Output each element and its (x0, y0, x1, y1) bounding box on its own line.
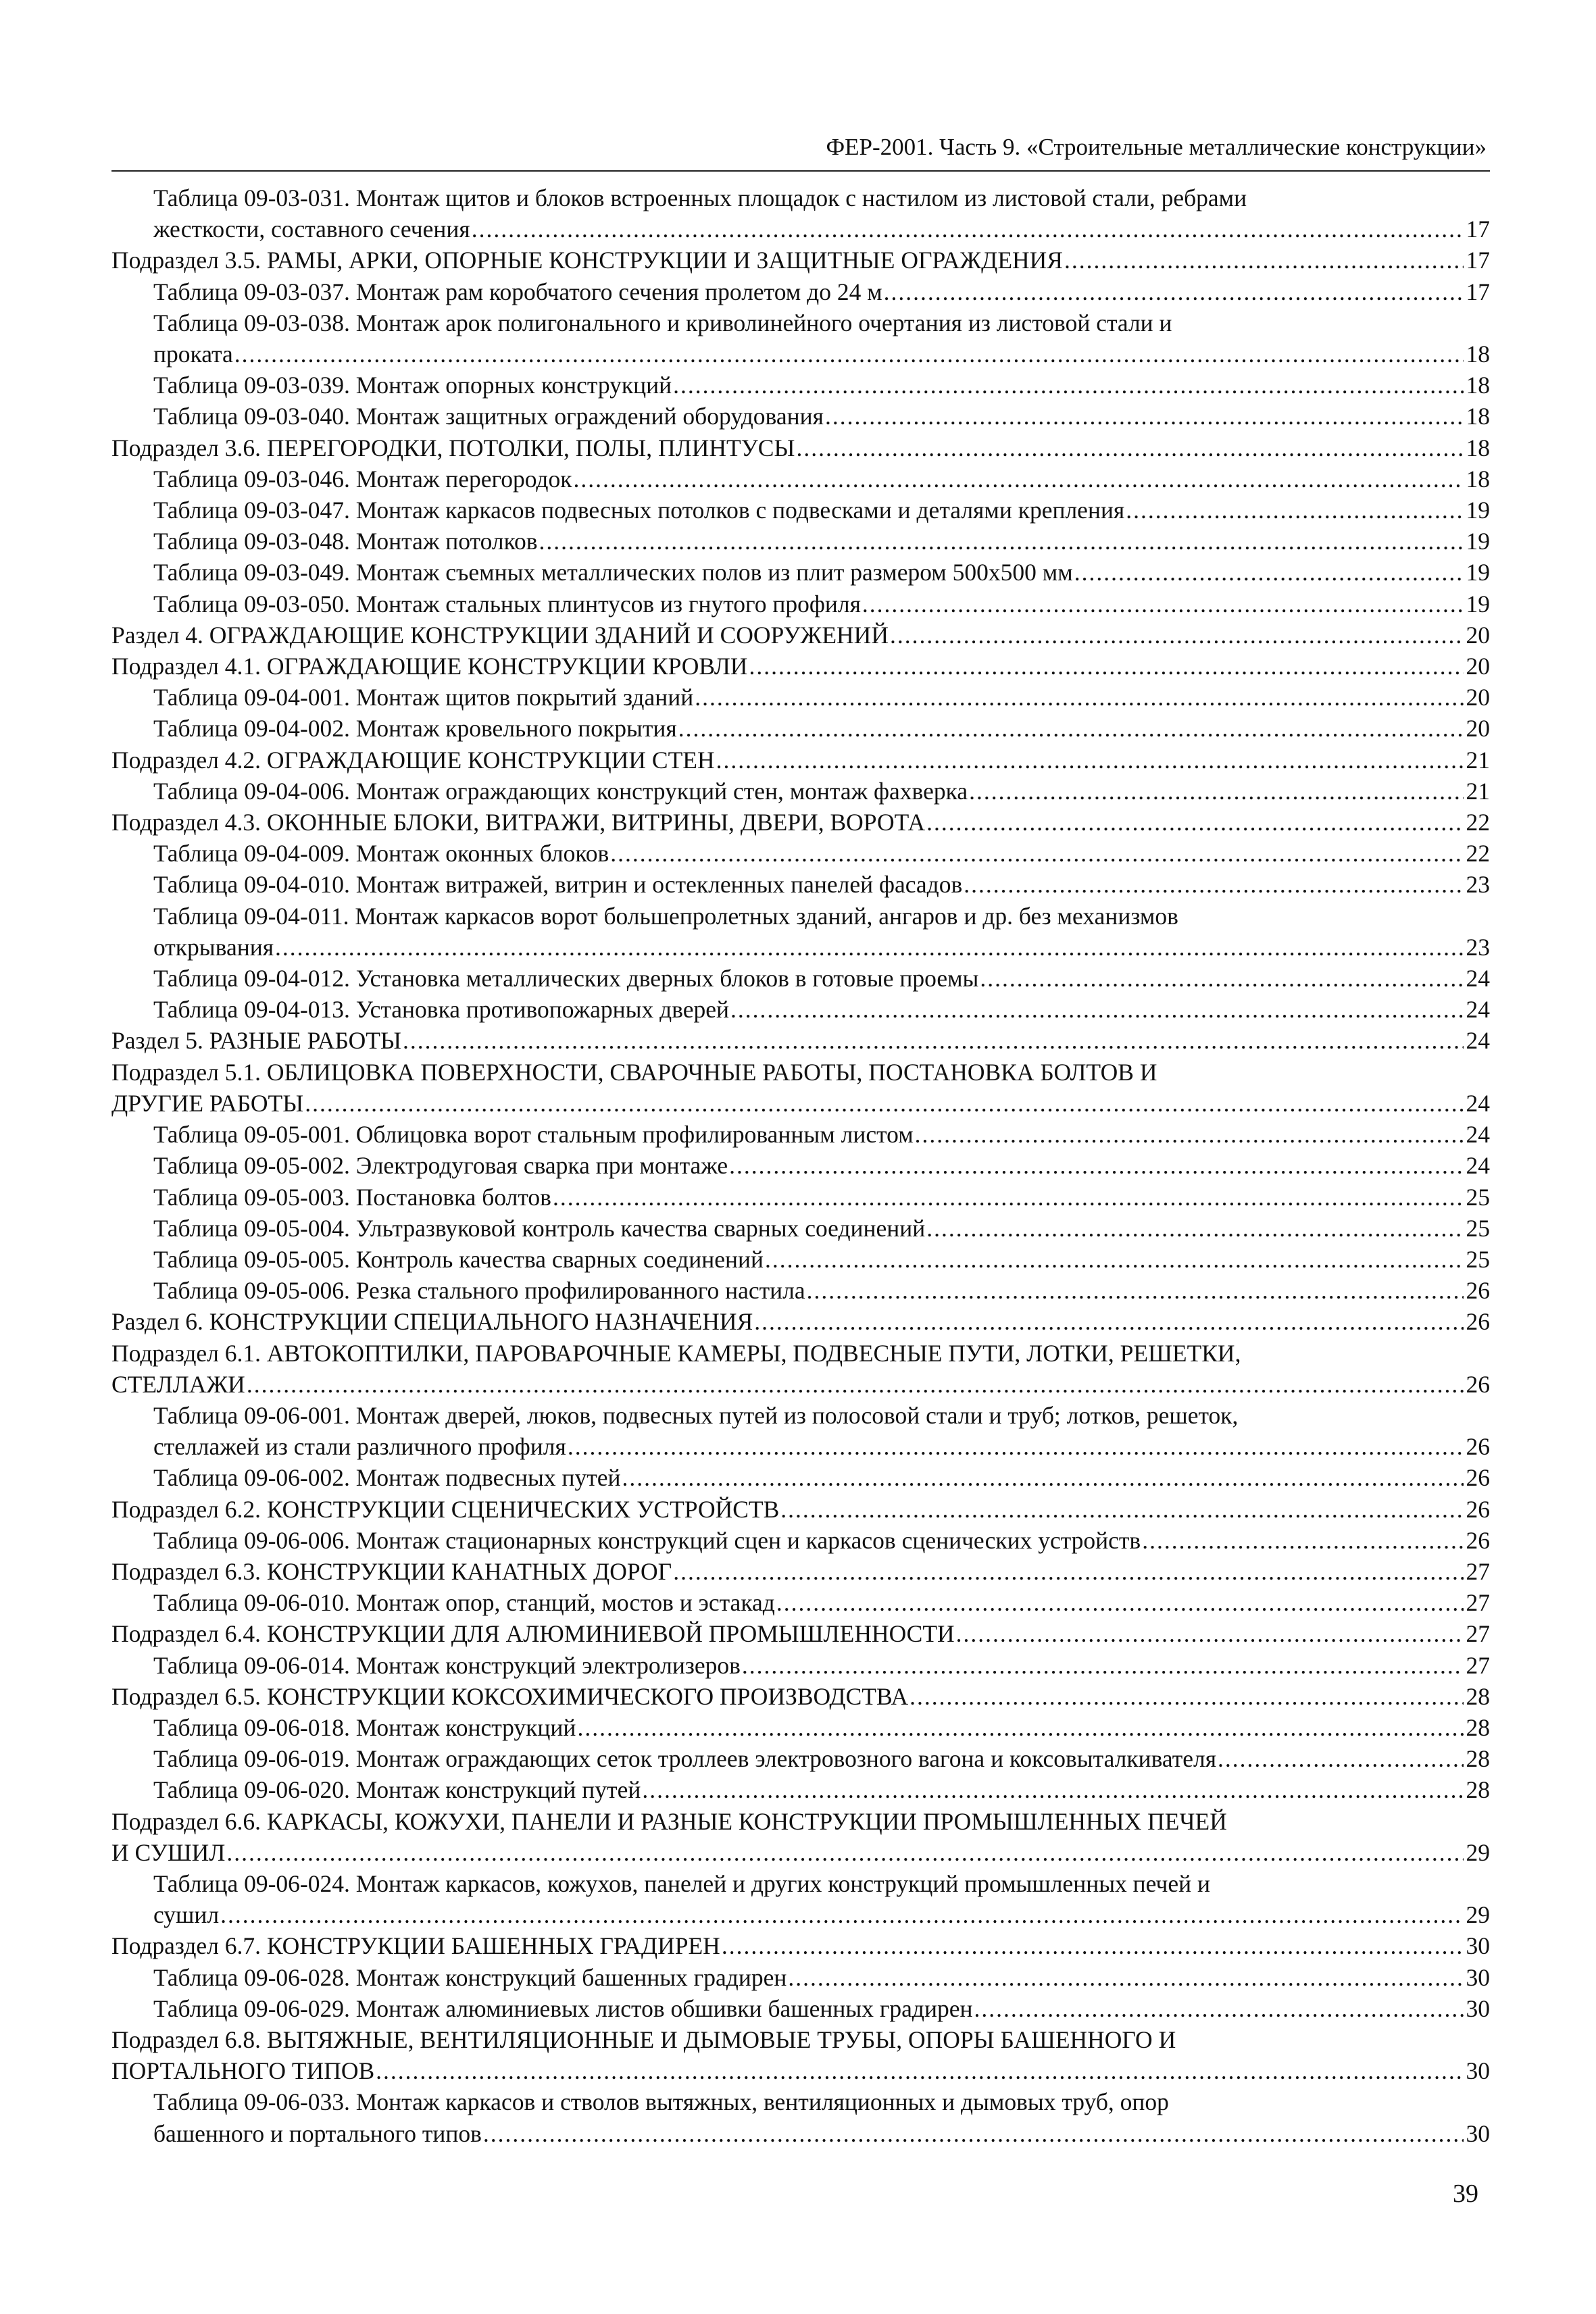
toc-section-entry[interactable] (111, 2024, 1490, 2086)
toc-entry-title: Таблица 09-04-009. Монтаж оконных блоков (153, 840, 609, 867)
toc-entry-title: проката (153, 341, 233, 368)
toc-entry-page: 18 (1466, 434, 1490, 461)
toc-entry-title: И СУШИЛ (111, 1838, 226, 1866)
toc-entry-page: 27 (1466, 1620, 1490, 1648)
dot-leader (573, 463, 1463, 495)
dot-leader (622, 1462, 1464, 1493)
toc-entry-line (153, 213, 1490, 245)
dot-leader (568, 1431, 1464, 1462)
toc-entry-page: 23 (1466, 933, 1490, 961)
dot-leader (742, 1650, 1464, 1681)
toc-table-entry[interactable] (111, 1150, 1490, 1181)
toc-entry-line (153, 1962, 1490, 1993)
toc-entry-title: Таблица 09-04-006. Монтаж ограждающих конструкций стен, монтаж фахверка (153, 777, 968, 805)
toc-entry-page: 30 (1466, 1932, 1490, 1960)
toc-entry-page: 27 (1466, 1557, 1490, 1585)
toc-entry-page: 19 (1466, 559, 1490, 586)
toc-entry-page: 29 (1466, 1901, 1490, 1929)
dot-leader (577, 1712, 1463, 1743)
toc-entry-title: Таблица 09-06-006. Монтаж стационарных конструкций сцен и каркасов сценических устройств (153, 1526, 1141, 1554)
toc-entry-line (153, 869, 1490, 900)
toc-entry-page: 30 (1466, 2119, 1490, 2147)
toc-entry-title: ПОРТАЛЬНОГО ТИПОВ (111, 2057, 375, 2085)
toc-entry-page: 18 (1466, 372, 1490, 399)
toc-entry-title: Подраздел 6.7. КОНСТРУКЦИИ БАШЕННЫХ ГРАДИРЕН (111, 1932, 720, 1960)
dot-leader (974, 1993, 1464, 2024)
toc-entry-line (153, 401, 1490, 432)
toc-section-entry[interactable] (111, 620, 1490, 651)
toc-entry-line (153, 276, 1490, 307)
toc-entry-line (111, 1369, 1490, 1400)
dot-leader (716, 745, 1464, 776)
toc-entry-title: Таблица 09-06-014. Монтаж конструкций электролизеров (153, 1651, 741, 1679)
toc-entry-title: Раздел 4. ОГРАЖДАЮЩИЕ КОНСТРУКЦИИ ЗДАНИЙ И СООРУЖЕНИЙ (111, 621, 889, 649)
toc-entry-title: ДРУГИЕ РАБОТЫ (111, 1089, 304, 1117)
toc-entry-line (153, 1462, 1490, 1493)
toc-entry-title: Таблица 09-05-004. Ультразвуковой контроль качества сварных соединений (153, 1214, 926, 1242)
dot-leader (884, 276, 1464, 307)
toc-entry-line (153, 1743, 1490, 1774)
toc-entry-page: 18 (1466, 465, 1490, 493)
dot-leader (956, 1618, 1464, 1649)
toc-entry-line (153, 932, 1490, 963)
toc-table-entry[interactable] (111, 588, 1490, 620)
toc-entry-line (153, 526, 1490, 557)
dot-leader (780, 1494, 1463, 1525)
toc-section-entry[interactable] (111, 1057, 1490, 1119)
dot-leader (964, 869, 1463, 900)
dot-leader (226, 1837, 1463, 1868)
toc-entry-line (111, 745, 1490, 776)
toc-entry-first-line: Таблица 09-03-031. Монтаж щитов и блоков встроенных площадок с настилом из листовой стали, ребрами (153, 184, 1247, 211)
toc-entry-page: 26 (1466, 1495, 1490, 1523)
toc-entry-title: Раздел 5. РАЗНЫЕ РАБОТЫ (111, 1027, 401, 1055)
toc-table-entry[interactable] (111, 1587, 1490, 1618)
dot-leader (980, 963, 1463, 994)
toc-entry-first-line: Таблица 09-06-024. Монтаж каркасов, кожухов, панелей и других конструкций промышленных печей и (153, 1869, 1211, 1897)
toc-entry-title: Таблица 09-06-019. Монтаж ограждающих сеток троллеев электровозного вагона и коксовыталкивателя (153, 1745, 1217, 1773)
toc-table-entry[interactable] (111, 776, 1490, 807)
toc-entry-page: 18 (1466, 403, 1490, 430)
toc-entry-title: Подраздел 6.2. КОНСТРУКЦИИ СЦЕНИЧЕСКИХ УСТРОЙСТВ (111, 1495, 780, 1523)
toc-entry-page: 28 (1466, 1776, 1490, 1804)
toc-table-entry[interactable] (111, 1650, 1490, 1681)
toc-entry-title: Таблица 09-03-040. Монтаж защитных ограждений оборудования (153, 403, 824, 430)
toc-table-entry[interactable] (111, 963, 1490, 994)
dot-leader (796, 432, 1463, 463)
toc-table-entry[interactable] (111, 901, 1490, 963)
toc-entry-title: Подраздел 6.5. КОНСТРУКЦИИ КОКСОХИМИЧЕСКОГО ПРОИЗВОДСТВА (111, 1682, 909, 1710)
toc-entry-title: стеллажей из стали различного профиля (153, 1433, 566, 1461)
toc-entry-page: 24 (1466, 1121, 1490, 1149)
toc-entry-line (111, 1556, 1490, 1587)
toc-entry-line (111, 1618, 1490, 1649)
toc-table-entry[interactable] (111, 838, 1490, 869)
toc-section-entry[interactable] (111, 245, 1490, 276)
toc-entry-page: 20 (1466, 621, 1490, 649)
table-of-contents (111, 182, 1490, 2149)
toc-entry-title: открывания (153, 933, 274, 961)
toc-table-entry[interactable] (111, 869, 1490, 900)
toc-section-entry[interactable] (111, 651, 1490, 682)
toc-table-entry[interactable] (111, 2086, 1490, 2148)
toc-entry-page: 30 (1466, 1963, 1490, 1991)
toc-entry-page: 26 (1466, 1526, 1490, 1554)
toc-entry-title: Таблица 09-06-010. Монтаж опор, станций, мостов и эстакад (153, 1589, 775, 1617)
toc-table-entry[interactable] (111, 526, 1490, 557)
dot-leader (403, 1025, 1464, 1056)
toc-table-entry[interactable] (111, 1743, 1490, 1774)
toc-entry-page: 27 (1466, 1589, 1490, 1617)
toc-entry-page: 20 (1466, 715, 1490, 743)
toc-entry-first-line: Таблица 09-06-001. Монтаж дверей, люков, подвесных путей из полосовой стали и труб; лотков, решеток, (153, 1401, 1239, 1429)
toc-entry-page: 28 (1466, 1682, 1490, 1710)
toc-entry-page: 26 (1466, 1464, 1490, 1492)
toc-entry-page: 21 (1466, 777, 1490, 805)
dot-leader (909, 1681, 1463, 1712)
toc-entry-title: Подраздел 4.3. ОКОННЫЕ БЛОКИ, ВИТРАЖИ, ВИТРИНЫ, ДВЕРИ, ВОРОТА (111, 809, 926, 836)
toc-entry-page: 22 (1466, 840, 1490, 867)
toc-entry-line (153, 495, 1490, 526)
toc-entry-line (153, 1275, 1490, 1306)
toc-entry-page: 20 (1466, 684, 1490, 711)
toc-entry-page: 26 (1466, 1433, 1490, 1461)
toc-entry-line (111, 620, 1490, 651)
toc-entry-line (153, 1712, 1490, 1743)
toc-entry-page: 24 (1466, 1152, 1490, 1180)
toc-entry-title: Таблица 09-03-047. Монтаж каркасов подвесных потолков с подвесками и деталями крепления (153, 497, 1125, 524)
toc-entry-title: Подраздел 4.2. ОГРАЖДАЮЩИЕ КОНСТРУКЦИИ СТЕН (111, 746, 715, 774)
header-rule (111, 170, 1490, 172)
toc-entry-line (111, 807, 1490, 838)
toc-entry-title: Подраздел 6.3. КОНСТРУКЦИИ КАНАТНЫХ ДОРОГ (111, 1557, 672, 1585)
toc-entry-page: 21 (1466, 746, 1490, 774)
toc-entry-line (153, 682, 1490, 713)
toc-table-entry[interactable] (111, 495, 1490, 526)
toc-entry-line (111, 1088, 1490, 1119)
toc-section-entry[interactable] (111, 1930, 1490, 1961)
toc-table-entry[interactable] (111, 1462, 1490, 1493)
toc-entry-line (153, 2118, 1490, 2149)
toc-entry-title: Таблица 09-06-028. Монтаж конструкций башенных градирен (153, 1963, 787, 1991)
toc-entry-title: Таблица 09-04-012. Установка металлических дверных блоков в готовые проемы (153, 965, 979, 992)
toc-section-entry[interactable] (111, 1306, 1490, 1337)
toc-table-entry[interactable] (111, 1275, 1490, 1306)
toc-entry-title: Таблица 09-04-010. Монтаж витражей, витрин и остекленных панелей фасадов (153, 871, 963, 899)
toc-entry-title: Таблица 09-06-020. Монтаж конструкций путей (153, 1776, 641, 1804)
toc-table-entry[interactable] (111, 1868, 1490, 1930)
toc-entry-line (153, 838, 1490, 869)
toc-entry-title: сушил (153, 1901, 220, 1929)
dot-leader (234, 338, 1464, 370)
toc-entry-line (153, 963, 1490, 994)
toc-entry-first-line: Таблица 09-04-011. Монтаж каркасов ворот большепролетных зданий, ангаров и др. без механизмов (153, 902, 1178, 930)
toc-entry-title: Таблица 09-03-050. Монтаж стальных плинтусов из гнутого профиля (153, 590, 861, 618)
toc-table-entry[interactable] (111, 682, 1490, 713)
dot-leader (890, 620, 1464, 651)
dot-leader (483, 2118, 1464, 2149)
dot-leader (1064, 245, 1464, 276)
toc-entry-page: 25 (1466, 1183, 1490, 1211)
toc-entry-line (153, 1213, 1490, 1244)
toc-entry-line (153, 1899, 1490, 1930)
toc-section-entry[interactable] (111, 1806, 1490, 1868)
toc-entry-title: башенного и портального типов (153, 2119, 482, 2147)
toc-entry-first-line: Подраздел 6.1. АВТОКОПТИЛКИ, ПАРОВАРОЧНЫЕ КАМЕРЫ, ПОДВЕСНЫЕ ПУТИ, ЛОТКИ, РЕШЕТКИ, (111, 1339, 1241, 1367)
dot-leader (1074, 557, 1464, 588)
toc-entry-title: Таблица 09-03-046. Монтаж перегородок (153, 465, 572, 493)
dot-leader (673, 1556, 1463, 1587)
toc-entry-page: 18 (1466, 341, 1490, 368)
dot-leader (788, 1962, 1463, 1993)
toc-table-entry[interactable] (111, 1962, 1490, 1993)
toc-entry-title: жесткости, составного сечения (153, 216, 470, 243)
dot-leader (275, 932, 1463, 963)
toc-entry-line (153, 994, 1490, 1025)
toc-section-entry[interactable] (111, 807, 1490, 838)
toc-entry-page: 28 (1466, 1745, 1490, 1773)
dot-leader (969, 776, 1463, 807)
toc-table-entry[interactable] (111, 370, 1490, 401)
toc-entry-line (153, 776, 1490, 807)
toc-table-entry[interactable] (111, 713, 1490, 744)
toc-entry-title: Подраздел 6.4. КОНСТРУКЦИИ ДЛЯ АЛЮМИНИЕВОЙ ПРОМЫШЛЕННОСТИ (111, 1620, 955, 1648)
toc-entry-page: 30 (1466, 1994, 1490, 2022)
dot-leader (730, 994, 1464, 1025)
toc-entry-title: Раздел 6. КОНСТРУКЦИИ СПЕЦИАЛЬНОГО НАЗНАЧЕНИЯ (111, 1308, 753, 1336)
toc-entry-page: 17 (1466, 278, 1490, 305)
dot-leader (678, 713, 1464, 744)
toc-entry-line (153, 1244, 1490, 1275)
toc-entry-line (111, 1025, 1490, 1056)
toc-entry-title: Таблица 09-04-001. Монтаж щитов покрытий зданий (153, 684, 694, 711)
toc-entry-first-line: Подраздел 5.1. ОБЛИЦОВКА ПОВЕРХНОСТИ, СВАРОЧНЫЕ РАБОТЫ, ПОСТАНОВКА БОЛТОВ И (111, 1058, 1157, 1086)
toc-entry-page: 19 (1466, 528, 1490, 555)
dot-leader (642, 1774, 1463, 1805)
toc-entry-line (153, 1587, 1490, 1618)
toc-entry-title: Таблица 09-03-049. Монтаж съемных металлических полов из плит размером 500х500 мм (153, 559, 1073, 586)
dot-leader (247, 1369, 1464, 1400)
toc-table-entry[interactable] (111, 307, 1490, 370)
toc-entry-line (153, 713, 1490, 744)
toc-entry-line (111, 1837, 1490, 1868)
toc-entry-page: 24 (1466, 996, 1490, 1024)
toc-entry-page: 24 (1466, 1089, 1490, 1117)
page-number: 39 (1453, 2180, 1478, 2208)
toc-entry-title: Таблица 09-05-005. Контроль качества сварных соединений (153, 1245, 764, 1273)
toc-section-entry[interactable] (111, 745, 1490, 776)
toc-table-entry[interactable] (111, 1525, 1490, 1556)
toc-entry-page: 28 (1466, 1713, 1490, 1741)
toc-entry-page: 22 (1466, 809, 1490, 836)
toc-entry-title: Таблица 09-03-037. Монтаж рам коробчатого сечения пролетом до 24 м (153, 278, 882, 305)
toc-entry-title: Подраздел 4.1. ОГРАЖДАЮЩИЕ КОНСТРУКЦИИ КРОВЛИ (111, 653, 748, 680)
toc-entry-page: 30 (1466, 2057, 1490, 2085)
toc-entry-line (153, 1119, 1490, 1150)
toc-table-entry[interactable] (111, 1119, 1490, 1150)
toc-entry-title: Таблица 09-03-048. Монтаж потолков (153, 528, 538, 555)
toc-table-entry[interactable] (111, 994, 1490, 1025)
dot-leader (610, 838, 1463, 869)
toc-entry-page: 19 (1466, 590, 1490, 618)
toc-entry-line (153, 557, 1490, 588)
toc-entry-title: Таблица 09-05-002. Электродуговая сварка при монтаже (153, 1152, 728, 1180)
toc-section-entry[interactable] (111, 432, 1490, 463)
dot-leader (1218, 1743, 1463, 1774)
dot-leader (722, 1930, 1464, 1961)
toc-entry-title: Таблица 09-04-013. Установка противопожарных дверей (153, 996, 729, 1024)
toc-table-entry[interactable] (111, 557, 1490, 588)
toc-entry-page: 24 (1466, 965, 1490, 992)
toc-entry-first-line: Таблица 09-03-038. Монтаж арок полигонального и криволинейного очертания из листовой стали и (153, 309, 1172, 336)
toc-table-entry[interactable] (111, 1182, 1490, 1213)
dot-leader (765, 1244, 1464, 1275)
dot-leader (825, 401, 1464, 432)
toc-entry-page: 23 (1466, 871, 1490, 899)
dot-leader (539, 526, 1464, 557)
toc-entry-page: 19 (1466, 497, 1490, 524)
toc-table-entry[interactable] (111, 1712, 1490, 1743)
toc-entry-page: 25 (1466, 1214, 1490, 1242)
running-header: ФЕР-2001. Часть 9. «Строительные металлические конструкции» (826, 134, 1487, 160)
toc-table-entry[interactable] (111, 182, 1490, 245)
toc-entry-page: 17 (1466, 216, 1490, 243)
toc-section-entry[interactable] (111, 1494, 1490, 1525)
toc-entry-line (111, 1930, 1490, 1961)
toc-entry-page: 24 (1466, 1027, 1490, 1055)
toc-entry-line (111, 432, 1490, 463)
toc-entry-page: 26 (1466, 1370, 1490, 1398)
dot-leader (926, 807, 1463, 838)
toc-entry-line (153, 1182, 1490, 1213)
toc-entry-title: Таблица 09-05-003. Постановка болтов (153, 1183, 551, 1211)
toc-section-entry[interactable] (111, 1025, 1490, 1056)
toc-table-entry[interactable] (111, 1993, 1490, 2024)
toc-entry-line (111, 1681, 1490, 1712)
toc-entry-line (111, 651, 1490, 682)
toc-entry-title: СТЕЛЛАЖИ (111, 1370, 245, 1398)
dot-leader (673, 370, 1463, 401)
dot-leader (1142, 1525, 1463, 1556)
toc-entry-line (153, 1650, 1490, 1681)
dot-leader (754, 1306, 1463, 1337)
dot-leader (776, 1587, 1464, 1618)
dot-leader (553, 1182, 1464, 1213)
toc-entry-line (153, 1431, 1490, 1462)
toc-table-entry[interactable] (111, 276, 1490, 307)
toc-entry-line (153, 1150, 1490, 1181)
toc-entry-page: 29 (1466, 1838, 1490, 1866)
toc-entry-title: Подраздел 3.6. ПЕРЕГОРОДКИ, ПОТОЛКИ, ПОЛЫ, ПЛИНТУСЫ (111, 434, 795, 461)
toc-entry-title: Таблица 09-05-001. Облицовка ворот стальным профилированным листом (153, 1121, 914, 1149)
toc-entry-line (111, 2055, 1490, 2086)
toc-section-entry[interactable] (111, 1338, 1490, 1400)
toc-entry-line (111, 1494, 1490, 1525)
toc-section-entry[interactable] (111, 1556, 1490, 1587)
dot-leader (472, 213, 1464, 245)
toc-entry-page: 20 (1466, 653, 1490, 680)
toc-table-entry[interactable] (111, 401, 1490, 432)
dot-leader (220, 1899, 1463, 1930)
dot-leader (807, 1275, 1464, 1306)
toc-entry-line (153, 338, 1490, 370)
toc-table-entry[interactable] (111, 1774, 1490, 1805)
toc-entry-line (153, 1525, 1490, 1556)
toc-entry-first-line: Таблица 09-06-033. Монтаж каркасов и стволов вытяжных, вентиляционных и дымовых труб, опор (153, 2088, 1169, 2116)
toc-entry-title: Таблица 09-04-002. Монтаж кровельного покрытия (153, 715, 677, 743)
toc-table-entry[interactable] (111, 1244, 1490, 1275)
dot-leader (862, 588, 1464, 620)
toc-entry-title: Таблица 09-06-018. Монтаж конструкций (153, 1713, 576, 1741)
toc-entry-line (153, 1993, 1490, 2024)
dot-leader (926, 1213, 1463, 1244)
toc-entry-page: 25 (1466, 1245, 1490, 1273)
toc-entry-title: Таблица 09-05-006. Резка стального профилированного настила (153, 1277, 805, 1305)
toc-entry-title: Таблица 09-03-039. Монтаж опорных конструкций (153, 372, 672, 399)
toc-entry-page: 26 (1466, 1277, 1490, 1305)
toc-entry-page: 17 (1466, 247, 1490, 274)
toc-entry-line (153, 588, 1490, 620)
toc-table-entry[interactable] (111, 463, 1490, 495)
toc-table-entry[interactable] (111, 1400, 1490, 1462)
dot-leader (915, 1119, 1464, 1150)
toc-entry-line (111, 1306, 1490, 1337)
toc-section-entry[interactable] (111, 1681, 1490, 1712)
toc-entry-line (111, 245, 1490, 276)
toc-entry-title: Подраздел 3.5. РАМЫ, АРКИ, ОПОРНЫЕ КОНСТРУКЦИИ И ЗАЩИТНЫЕ ОГРАЖДЕНИЯ (111, 247, 1063, 274)
toc-entry-first-line: Подраздел 6.6. КАРКАСЫ, КОЖУХИ, ПАНЕЛИ И РАЗНЫЕ КОНСТРУКЦИИ ПРОМЫШЛЕННЫХ ПЕЧЕЙ (111, 1807, 1227, 1835)
toc-entry-title: Таблица 09-06-029. Монтаж алюминиевых листов обшивки башенных градирен (153, 1994, 973, 2022)
dot-leader (749, 651, 1463, 682)
toc-entry-first-line: Подраздел 6.8. ВЫТЯЖНЫЕ, ВЕНТИЛЯЦИОННЫЕ И ДЫМОВЫЕ ТРУБЫ, ОПОРЫ БАШЕННОГО И (111, 2026, 1176, 2053)
toc-entry-line (153, 370, 1490, 401)
toc-entry-line (153, 463, 1490, 495)
toc-table-entry[interactable] (111, 1213, 1490, 1244)
toc-entry-title: Таблица 09-06-002. Монтаж подвесных путей (153, 1464, 621, 1492)
dot-leader (305, 1088, 1463, 1119)
dot-leader (695, 682, 1463, 713)
dot-leader (1126, 495, 1463, 526)
dot-leader (729, 1150, 1463, 1181)
toc-entry-line (153, 1774, 1490, 1805)
dot-leader (376, 2055, 1463, 2086)
toc-entry-page: 26 (1466, 1308, 1490, 1336)
toc-section-entry[interactable] (111, 1618, 1490, 1649)
toc-entry-page: 27 (1466, 1651, 1490, 1679)
